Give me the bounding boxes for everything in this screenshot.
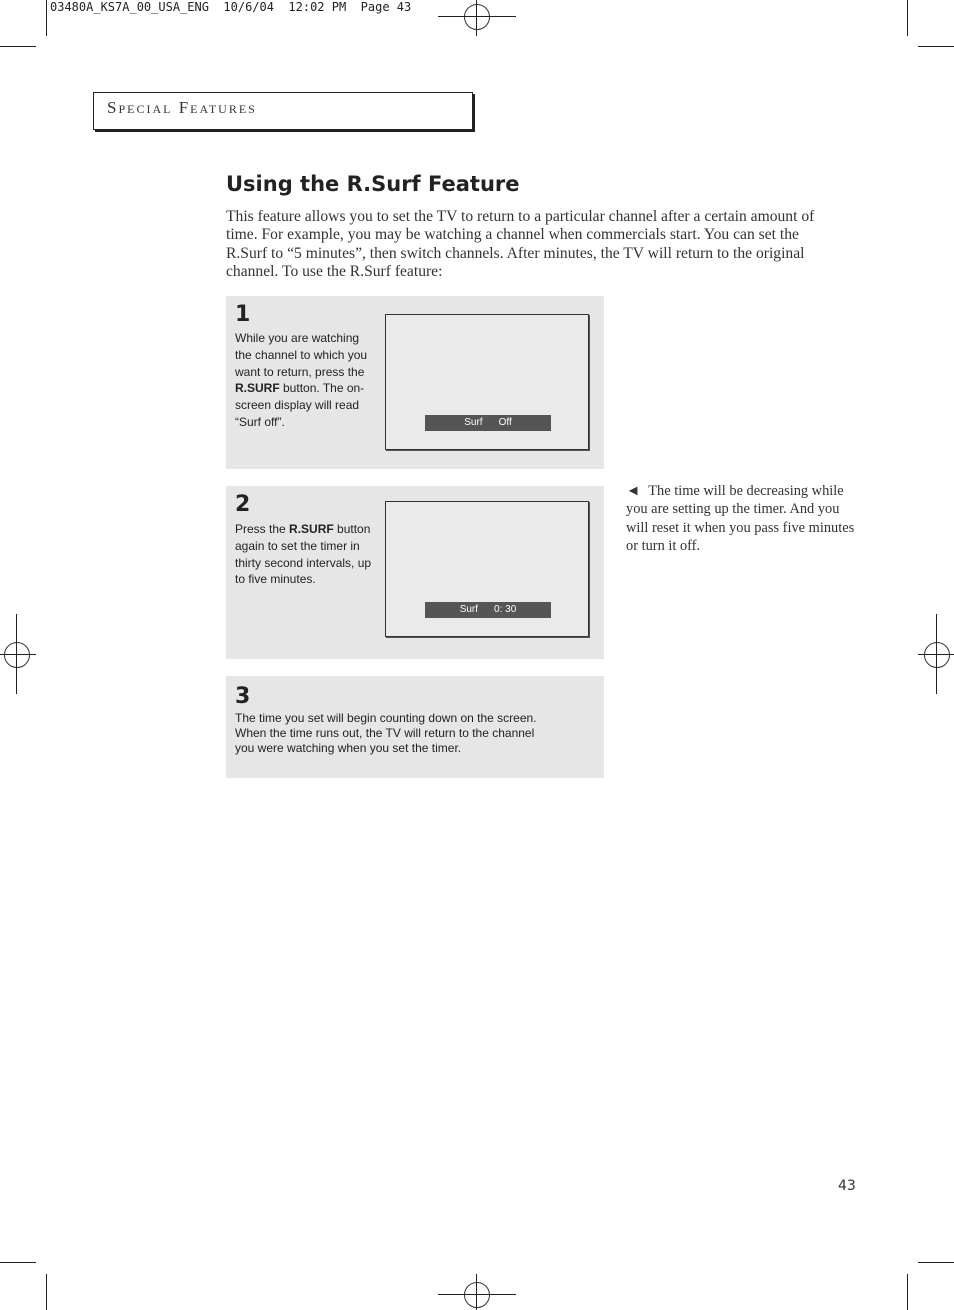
registration-mark-icon [464, 1282, 490, 1308]
section-title: Special Features [107, 98, 257, 117]
crop-mark [918, 46, 954, 47]
step-number: 1 [235, 302, 251, 327]
tv-screen [385, 314, 589, 450]
step-text: The time you set will begin counting down on the screen. When the time runs out, the TV will return to the channel you were watching when you set the timer. [235, 711, 537, 755]
crop-mark [46, 1274, 47, 1310]
crop-mark [476, 0, 477, 36]
registration-mark-icon [924, 642, 950, 668]
tv-screen [385, 501, 589, 637]
osd-label: Surf [464, 417, 483, 428]
crop-mark [476, 1274, 477, 1310]
osd-value: Off [498, 417, 512, 428]
crop-mark [0, 46, 36, 47]
crop-mark [0, 654, 36, 655]
osd-bar [425, 602, 551, 618]
crop-mark [936, 614, 937, 694]
step-number: 3 [235, 684, 251, 709]
osd-label: Surf [459, 604, 479, 615]
crop-mark [16, 614, 17, 694]
step-text: While you are watching the channel to which you want to return, press the R.SURF button. The on-screen display will read “Surf off”. [235, 331, 368, 429]
registration-mark-icon [464, 4, 490, 30]
crop-mark [907, 1274, 908, 1310]
crop-mark [918, 1262, 954, 1263]
arrow-left-icon: ◄ [626, 483, 641, 499]
crop-mark [907, 0, 908, 36]
crop-mark [438, 1294, 516, 1295]
print-header: 03480A_KS7A_00_USA_ENG 10/6/04 12:02 PM Page 43 [50, 0, 412, 14]
crop-mark [0, 1262, 36, 1263]
registration-mark-icon [4, 642, 30, 668]
crop-mark [438, 16, 516, 17]
step-number: 2 [235, 492, 251, 517]
osd-value: 0: 30 [494, 604, 517, 615]
step-3-panel [226, 676, 604, 778]
osd-bar [425, 415, 551, 431]
crop-mark [46, 0, 47, 36]
intro-paragraph: This feature allows you to set the TV to return to a particular channel after a certain amount of time. For example, you may be watching a channel when commercials start. You can set the R.Surf to “5 minutes”, then switch channels. After minutes, the TV will return to the original channel. To use the R.Surf feature: [226, 208, 815, 281]
page-number: 43 [838, 1178, 856, 1194]
step-1-panel [226, 296, 604, 469]
page-title: Using the R.Surf Feature [226, 172, 520, 196]
step-text: Press the R.SURF button again to set the timer in thirty second intervals, up to five minutes. [235, 522, 372, 587]
side-note: ◄ The time will be decreasing while you are setting up the timer. And you will reset it when you pass five minutes or turn it off. [626, 483, 855, 555]
step-2-panel [226, 486, 604, 659]
